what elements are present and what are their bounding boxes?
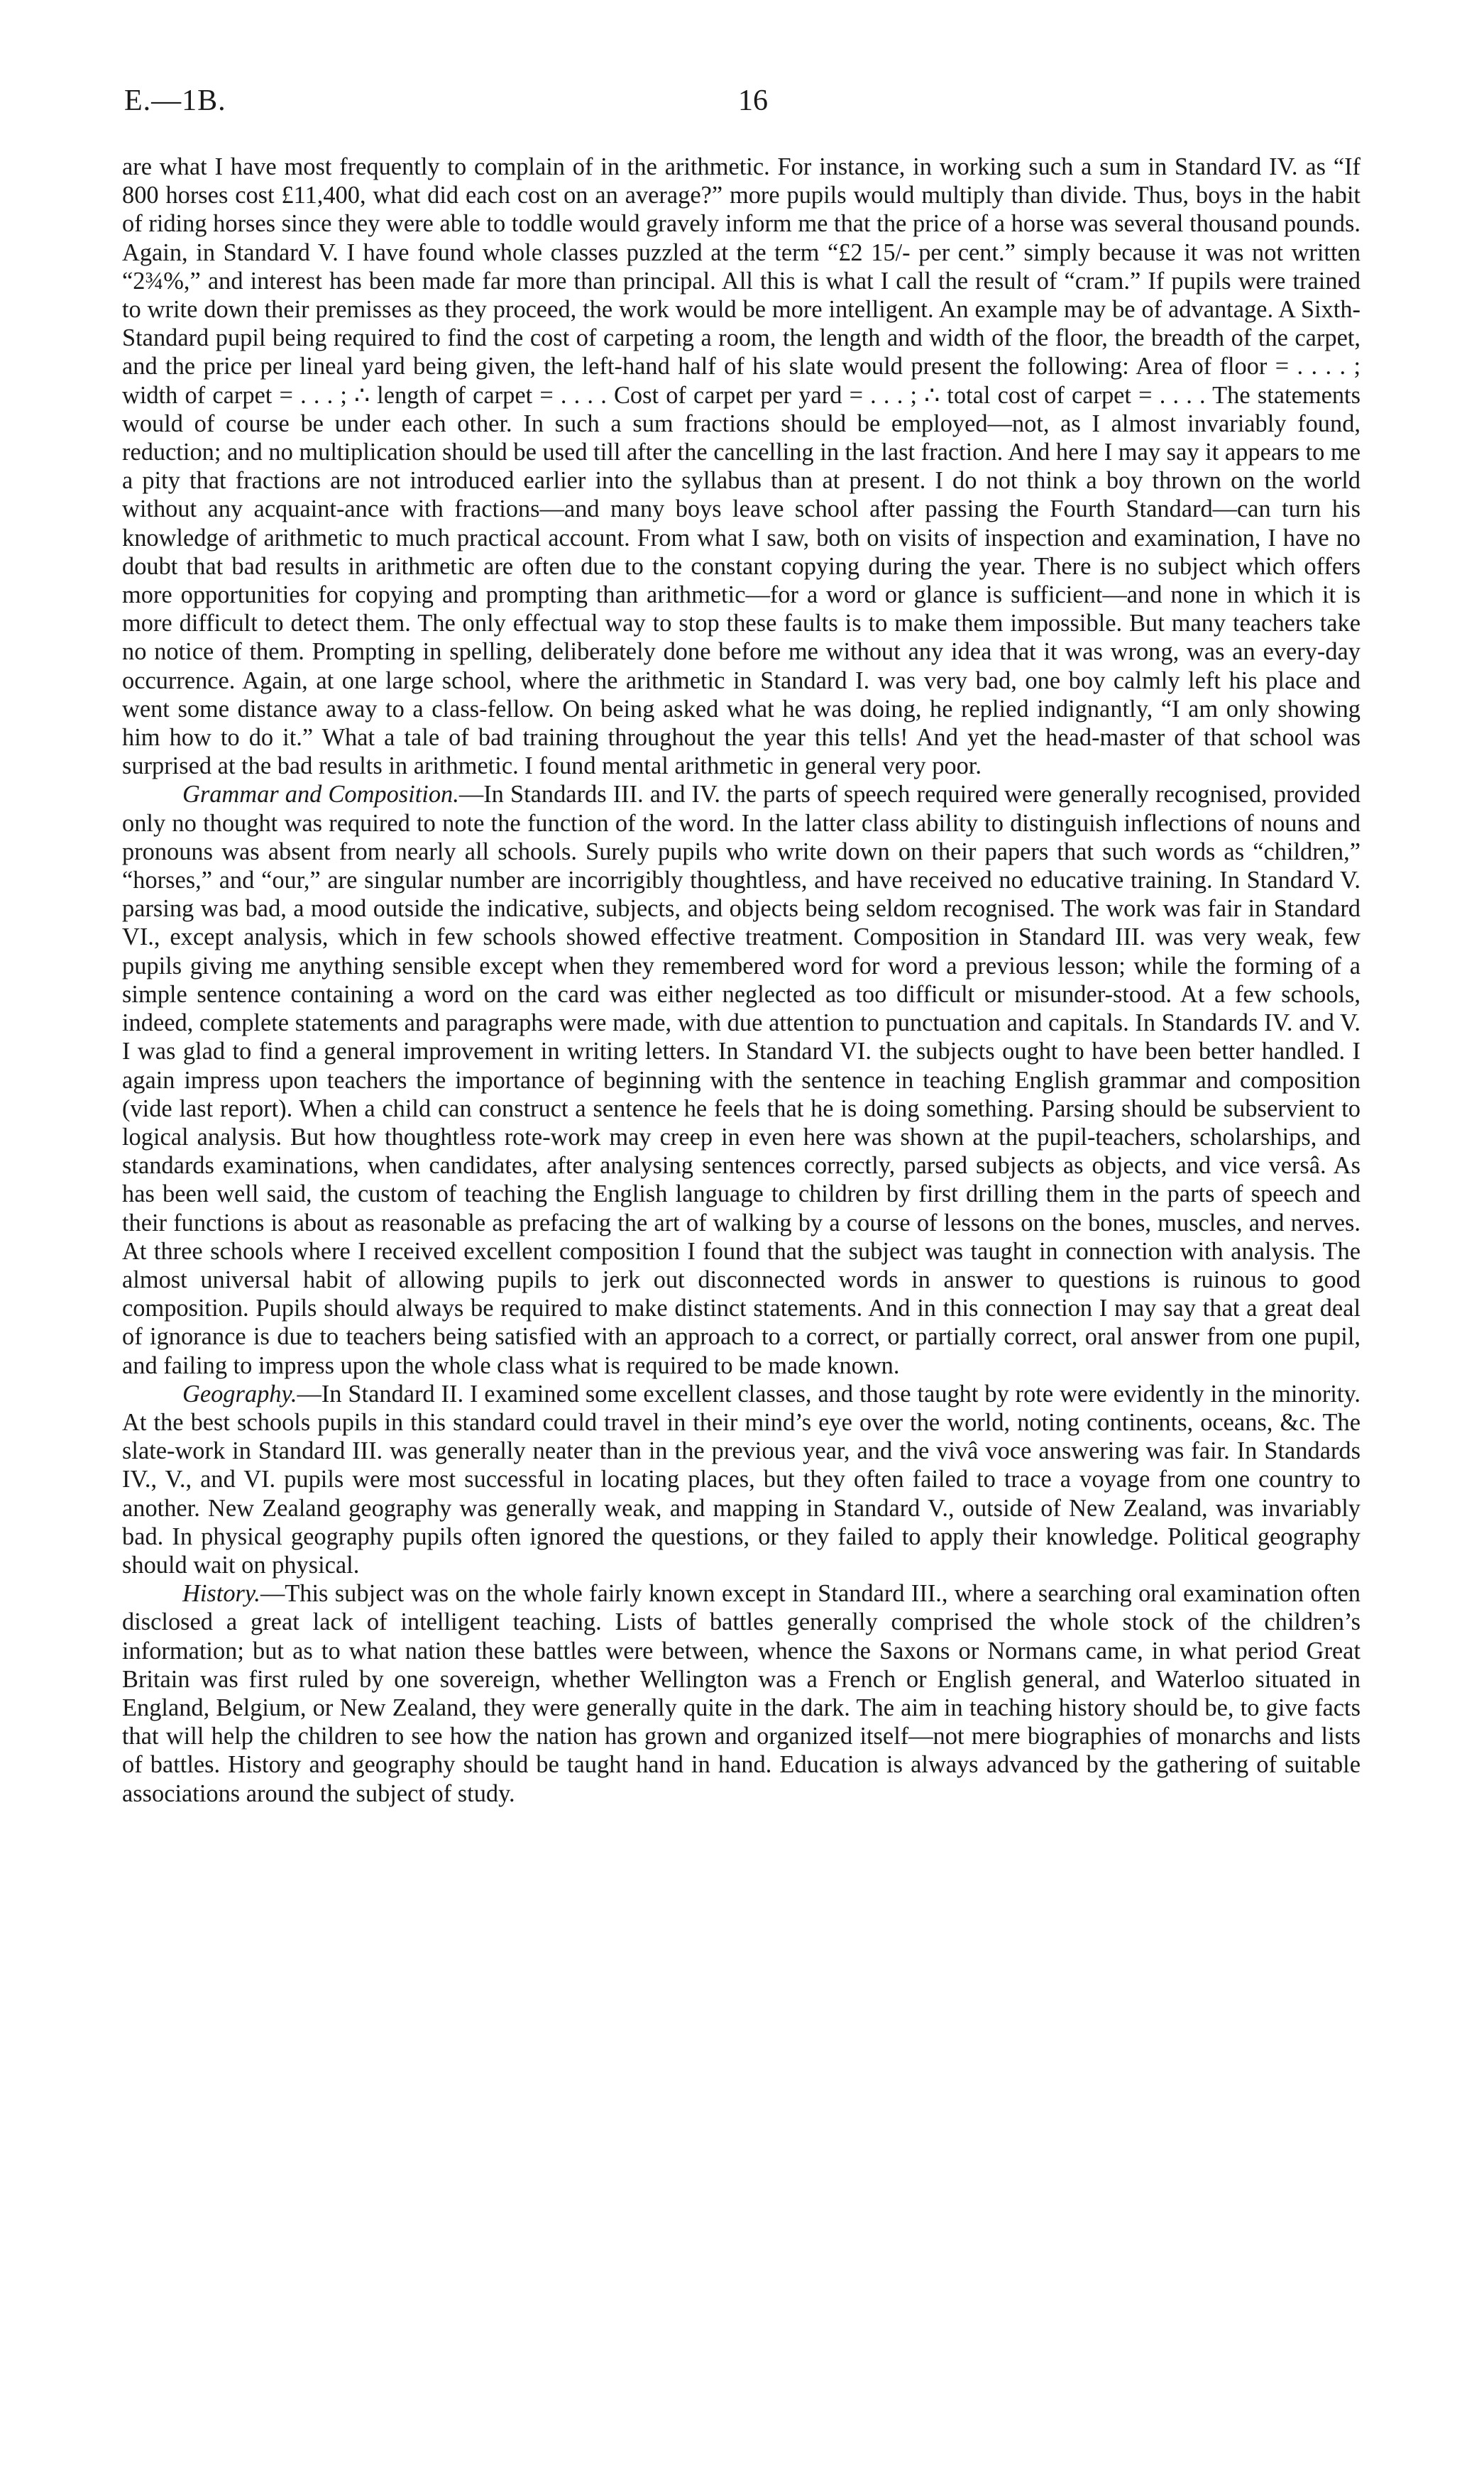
body-text xyxy=(122,153,1361,1808)
paragraph-arithmetic: are what I have most frequently to complain of in the arithmetic. For instance, in working such a sum in Standard IV. as “If 800 horses cost £11,400, what did each cost on an average?” more pupils would multiply than divide. Thus, boys in the habit of riding horses since they were able to toddle would gravely inform me that the price of a horse was several thousand pounds. Again, in Standard V. I have found whole classes puzzled at the term “£2 15/- per cent.” simply because it was not written “2¾%,” and interest has been made far more than principal. All this is what I call the result of “cram.” If pupils were trained to write down their premisses as they proceed, the work would be more intelligent. An example may be of advantage. A Sixth-Standard pupil being required to find the cost of carpeting a room, the length and width of the floor, the breadth of the carpet, and the price per lineal yard being given, the left-hand half of his slate would present the following: Area of floor = . . . . ; width of carpet = . . . ; ∴ length of carpet = . . . . Cost of carpet per yard = . . . ; ∴ total cost of carpet = . . . . The statements would of course be under each other. In such a sum fractions should be employed—not, as I almost invariably found, reduction; and no multiplication should be used till after the cancelling in the last fraction. And here I may say it appears to me a pity that fractions are not introduced earlier into the syllabus than at present. I do not think a boy thrown on the world without any acquaint-ance with fractions—and many boys leave school after passing the Fourth Standard—can turn his knowledge of arithmetic to much practical account. From what I saw, both on visits of inspection and examination, I have no doubt that bad results in arithmetic are often due to the constant copying during the year. There is no subject which offers more opportunities for copying and prompting than arithmetic—for a word or glance is sufficient—and none in which it is more difficult to detect them. The only effectual way to stop these faults is to make them impossible. But many teachers take no notice of them. Prompting in spelling, deliberately done before me without any idea that it was wrong, was an every-day occurrence. Again, at one large school, where the arithmetic in Standard I. was very bad, one boy calmly left his place and went some distance away to a class-fellow. On being asked what he was doing, he replied indignantly, “I am only showing him how to do it.” What a tale of bad training throughout the year this tells! And yet the head-master of that school was surprised at the bad results in arithmetic. I found mental arithmetic in general very poor. xyxy=(122,153,1361,780)
section-body-grammar: —In Standards III. and IV. the parts of speech required were generally recognised, provided only no thought was required to note the function of the word. In the latter class ability to distinguish inflections of nouns and pronouns was absent from nearly all schools. Surely pupils who write down on their papers that such words as “children,” “horses,” and “our,” are singular number are incorrigibly thoughtless, and have received no educative training. In Standard V. parsing was bad, a mood outside the indicative, subjects, and objects being seldom recognised. The work was fair in Standard VI., except analysis, which in few schools showed effective treatment. Composition in Standard III. was very weak, few pupils giving me anything sensible except when they remembered word for word a previous lesson; while the forming of a simple sentence containing a word on the card was either neglected as too difficult or misunder-stood. At a few schools, indeed, complete statements and paragraphs were made, with due attention to punctuation and capitals. In Standards IV. and V. I was glad to find a general improvement in writing letters. In Standard VI. the subjects ought to have been better handled. I again impress upon teachers the importance of beginning with the sentence in teaching English grammar and composition (vide last report). When a child can construct a sentence he feels that he is doing something. Parsing should be subservient to logical analysis. But how thoughtless rote-work may creep in even here was shown at the pupil-teachers, scholarships, and standards examinations, when candidates, after analysing sentences correctly, parsed subjects as objects, and vice versâ. As has been well said, the custom of teaching the English language to children by first drilling them in the parts of speech and their functions is about as reasonable as prefacing the art of walking by a course of lessons on the bones, muscles, and nerves. At three schools where I received excellent composition I found that the subject was taught in connection with analysis. The almost universal habit of allowing pupils to jerk out disconnected words in answer to questions is ruinous to good composition. Pupils should always be required to make distinct statements. And in this connection I may say that a great deal of ignorance is due to teachers being satisfied with an approach to a correct, or partially correct, oral answer from one pupil, and failing to impress upon the whole class what is required to be made known. xyxy=(122,781,1361,1379)
section-body-history: —This subject was on the whole fairly known except in Standard III., where a searching oral examination often disclosed a great lack of intelligent teaching. Lists of battles generally comprised the whole stock of the children’s information; but as to what nation these battles were between, whence the Saxons or Normans came, in what period Great Britain was first ruled by one sovereign, whether Wellington was a French or English general, and Waterloo situated in England, Belgium, or New Zealand, they were generally quite in the dark. The aim in teaching history should be, to give facts that will help the children to see how the nation has grown and organized itself—not mere biographies of monarchs and lists of battles. History and geography should be taught hand in hand. Education is always advanced by the gathering of suitable associations around the subject of study. xyxy=(122,1580,1361,1807)
section-heading-history: History. xyxy=(182,1580,260,1608)
page-number: 16 xyxy=(738,84,768,117)
paragraph-geography xyxy=(122,1380,1361,1579)
section-heading-grammar: Grammar and Composition. xyxy=(182,781,459,808)
paragraph-grammar xyxy=(122,780,1361,1379)
page-header xyxy=(124,84,1359,126)
paragraph-history xyxy=(122,1579,1361,1808)
document-reference: E.—1B. xyxy=(124,84,226,117)
section-body-geography: —In Standard II. I examined some excellent classes, and those taught by rote were evidently in the minority. At the best schools pupils in this standard could travel in their mind’s eye over the world, noting continents, oceans, &c. The slate-work in Standard III. was generally neater than in the previous year, and the vivâ voce answering was fair. In Standards IV., V., and VI. pupils were most successful in locating places, but they often failed to trace a voyage from one country to another. New Zealand geography was generally weak, and mapping in Standard V., outside of New Zealand, was invariably bad. In physical geography pupils often ignored the questions, or they failed to apply their knowledge. Political geography should wait on physical. xyxy=(122,1380,1361,1579)
section-heading-geography: Geography. xyxy=(182,1380,297,1408)
